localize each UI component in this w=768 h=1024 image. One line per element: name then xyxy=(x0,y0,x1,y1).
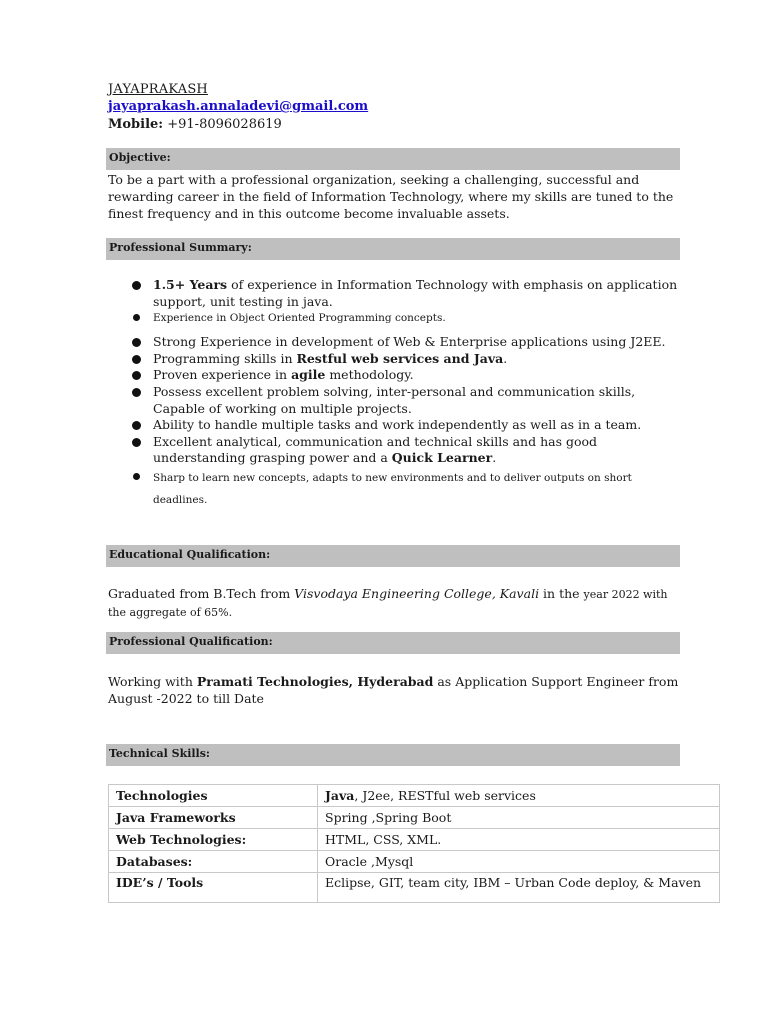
skill-value: Oracle ,Mysql xyxy=(318,851,720,873)
bullet-icon xyxy=(132,281,141,290)
objective-heading: Objective: xyxy=(106,148,680,170)
education-heading: Educational Qualification: xyxy=(106,545,680,567)
college-name: Visvodaya Engineering College, Kavali xyxy=(294,586,540,601)
bullet-icon xyxy=(132,421,141,430)
list-item: Proven experience in agile methodology. xyxy=(108,367,680,384)
email-link[interactable]: jayaprakash.annaladevi@gmail.com xyxy=(108,99,369,114)
table-row xyxy=(109,873,720,903)
table-row xyxy=(109,851,720,873)
skill-label: Java Frameworks xyxy=(109,807,318,829)
table-row xyxy=(109,807,720,829)
list-item: Strong Experience in development of Web & Enterprise applications using J2EE. xyxy=(108,334,680,351)
list-item: Sharp to learn new concepts, adapts to new environments and to deliver outputs on short deadlines. xyxy=(108,467,680,511)
summary-list xyxy=(108,277,680,511)
bullet-icon xyxy=(132,338,141,347)
list-item: Excellent analytical, communication and technical skills and has good understanding grasping power and a Quick Learner. xyxy=(108,434,680,467)
mobile-line xyxy=(108,116,282,133)
mobile-label: Mobile: xyxy=(108,117,164,132)
bullet-icon xyxy=(132,371,141,380)
skill-label: Databases: xyxy=(109,851,318,873)
table-row xyxy=(109,829,720,851)
list-item: 1.5+ Years of experience in Information Technology with emphasis on application support, unit testing in java. xyxy=(108,277,680,310)
list-item: Possess excellent problem solving, inter-personal and communication skills, Capable of working on multiple projects. xyxy=(108,384,680,417)
skill-value: Eclipse, GIT, team city, IBM – Urban Code deploy, & Maven xyxy=(318,873,720,903)
company-name: Pramati Technologies, Hyderabad xyxy=(196,674,434,689)
professional-text: Working with Pramati Technologies, Hyderabad as Application Support Engineer from August -2022 to till Date xyxy=(108,674,679,706)
skill-value: Java, J2ee, RESTful web services xyxy=(318,785,720,807)
skill-value: Spring ,Spring Boot xyxy=(318,807,720,829)
bullet-icon xyxy=(133,473,140,480)
list-item: Experience in Object Oriented Programming concepts. xyxy=(108,310,680,326)
candidate-name: JAYAPRAKASH xyxy=(108,82,208,97)
skill-label: Web Technologies: xyxy=(109,829,318,851)
professional-heading: Professional Qualification: xyxy=(106,632,680,654)
bullet-icon xyxy=(133,314,140,321)
bullet-icon xyxy=(132,355,141,364)
skills-heading: Technical Skills: xyxy=(106,744,680,766)
bullet-icon xyxy=(132,388,141,397)
bullet-icon xyxy=(132,438,141,447)
table-row xyxy=(109,785,720,807)
skill-label: IDE’s / Tools xyxy=(109,873,318,903)
objective-text: To be a part with a professional organization, seeking a challenging, successful and rewarding career in the field of Information Technology, where my skills are tuned to the finest frequency and in this outcome become invaluable assets. xyxy=(108,172,674,221)
education-text: Graduated from B.Tech from Visvodaya Engineering College, Kavali in the year 2022 with the aggregate of 65%. xyxy=(108,586,668,619)
list-item: Programming skills in Restful web services and Java. xyxy=(108,351,680,368)
mobile-value: +91-8096028619 xyxy=(167,117,282,132)
summary-heading: Professional Summary: xyxy=(106,238,680,260)
skills-table xyxy=(108,784,720,903)
skill-value: HTML, CSS, XML. xyxy=(318,829,720,851)
skill-label: Technologies xyxy=(109,785,318,807)
list-item: Ability to handle multiple tasks and work independently as well as in a team. xyxy=(108,417,680,434)
